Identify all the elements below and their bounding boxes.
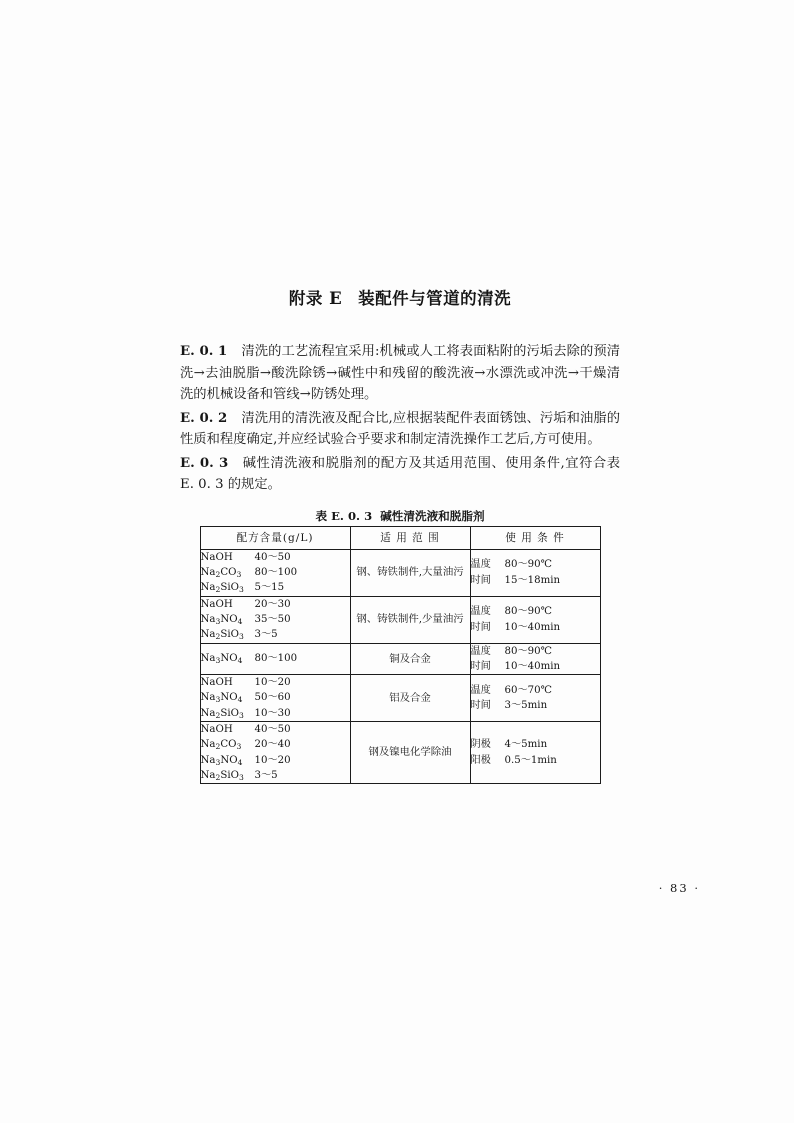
formula-value: 10～20: [254, 677, 291, 689]
page-number: · 83 ·: [658, 881, 700, 895]
cell-conditions: [470, 675, 600, 722]
formula-value: 10～30: [254, 707, 291, 719]
condition-value: 80～90℃: [504, 645, 553, 657]
cell-conditions: [470, 549, 600, 596]
cell-scope: 钢、铸铁制件,大量油污: [350, 549, 470, 596]
clause-e-0-2: [180, 408, 620, 451]
condition-label: 阳极: [470, 754, 491, 766]
condition-value: 60～70℃: [504, 684, 553, 696]
condition-label: 温度: [470, 645, 491, 657]
condition-value: 10～40min: [504, 621, 561, 633]
formula-value: 40～50: [254, 723, 291, 735]
condition-label: 温度: [470, 684, 491, 696]
cell-formula: $Na_3NO_4$ 80～100: [200, 643, 350, 675]
condition-value: 3～5min: [504, 700, 548, 712]
condition-label: 时间: [470, 574, 491, 586]
appendix-title-prefix: 附录 E: [288, 289, 343, 308]
condition-value: 80～90℃: [504, 559, 553, 571]
condition-value: 80～90℃: [504, 606, 553, 618]
condition-label: 时间: [470, 700, 491, 712]
formula-value: 50～60: [254, 692, 291, 704]
clause-e-0-1: [180, 341, 620, 406]
clause-number: E. 0. 2: [180, 410, 228, 426]
cell-formula: NaOH 40～50 $Na_2CO_3$ 80～100 $Na_2SiO_3$ 5～15: [200, 549, 350, 596]
formula-value: 5～15: [254, 582, 285, 594]
table-row: [200, 596, 600, 643]
page-content: [180, 285, 620, 784]
condition-label: 温度: [470, 606, 491, 618]
clause-text: 清洗用的清洗液及配合比,应根据装配件表面锈蚀、污垢和油脂的性质和程度确定,并应经试验合乎要求和制定清洗操作工艺后,方可使用。: [180, 410, 620, 448]
cell-formula: NaOH 10～20 $Na_3NO_4$ 50～60 $Na_2SiO_3$ 10～30: [200, 675, 350, 722]
header-applicable-scope: 适 用 范 围: [350, 526, 470, 549]
condition-label: 时间: [470, 621, 491, 633]
table-row: [200, 643, 600, 675]
clause-text: 碱性清洗液和脱脂剂的配方及其适用范围、使用条件,宜符合表 E. 0. 3 的规定。: [180, 455, 620, 493]
clause-number: E. 0. 3: [180, 455, 229, 471]
condition-value: 0.5～1min: [504, 754, 557, 766]
formula-value: 10～20: [254, 754, 291, 766]
cell-conditions: [470, 721, 600, 783]
table-header-row: [200, 526, 600, 549]
page-title: [180, 285, 620, 309]
condition-value: 10～40min: [504, 660, 561, 672]
formula-value: 35～50: [254, 613, 291, 625]
condition-label: 温度: [470, 559, 491, 571]
condition-value: 4～5min: [504, 739, 548, 751]
cell-scope: 钢、铸铁制件,少量油污: [350, 596, 470, 643]
clause-number: E. 0. 1: [180, 344, 228, 359]
cell-scope: 铝及合金: [350, 675, 470, 722]
formula-value: 20～30: [254, 598, 291, 610]
condition-label: 阴极: [470, 739, 491, 751]
cell-conditions: [470, 643, 600, 675]
formula-value: 40～50: [254, 551, 291, 563]
formula-value: 3～5: [254, 629, 278, 641]
clause-e-0-3: [180, 453, 620, 496]
condition-label: 时间: [470, 660, 491, 672]
formula-value: 3～5: [254, 769, 278, 781]
table-caption-title: 碱性清洗液和脱脂剂: [380, 508, 485, 523]
alkaline-cleaning-table: [200, 526, 601, 784]
formula-value: 20～40: [254, 739, 291, 751]
table-row: [200, 721, 600, 783]
header-usage-conditions: 使 用 条 件: [470, 526, 600, 549]
condition-value: 15～18min: [504, 574, 561, 586]
table-row: [200, 675, 600, 722]
cell-conditions: [470, 596, 600, 643]
formula-value: 80～100: [254, 567, 298, 579]
cell-scope: 钢及镍电化学除油: [350, 721, 470, 783]
formula-value: 80～100: [254, 653, 298, 665]
cell-formula: NaOH 20～30 $Na_3NO_4$ 35～50 $Na_2SiO_3$ 3～5: [200, 596, 350, 643]
clause-text: 清洗的工艺流程宜采用:机械或人工将表面粘附的污垢去除的预清洗→去油脱脂→酸洗除锈→碱性中和残留的酸洗液→水漂洗或冲洗→干燥清洗的机械设备和管线→防锈处理。: [180, 344, 621, 403]
cell-formula: NaOH 40～50 $Na_2CO_3$ 20～40 $Na_3NO_4$ 10～20 $Na_2SiO_3$ 3～5: [200, 721, 350, 783]
header-formula-content: 配方含量(g/L): [200, 526, 350, 549]
table-caption: [180, 508, 620, 524]
table-caption-label: 表 E. 0. 3: [315, 508, 373, 523]
cell-scope: 铜及合金: [350, 643, 470, 675]
table-row: [200, 549, 600, 596]
appendix-title-name: 装配件与管道的清洗: [358, 289, 512, 308]
